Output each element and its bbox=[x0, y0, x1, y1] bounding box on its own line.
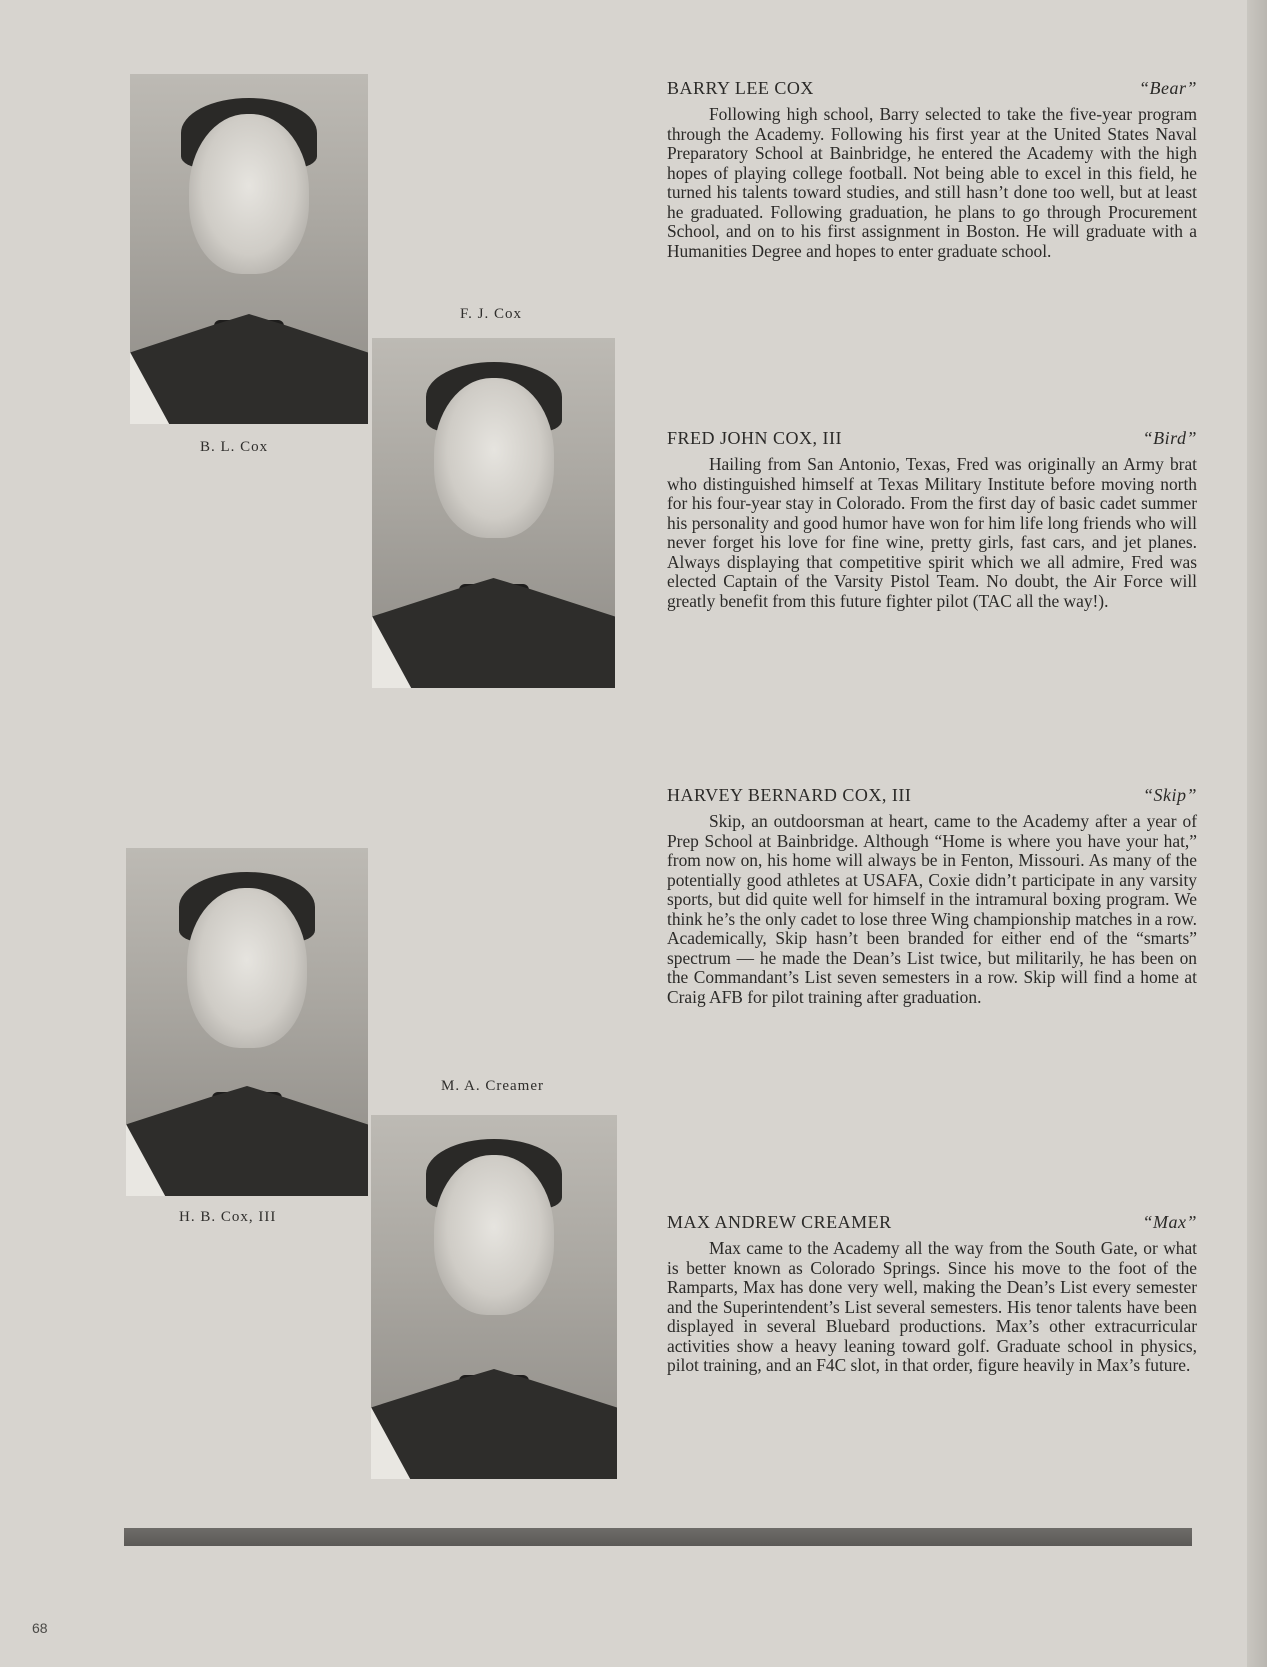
bio-text: Hailing from San Antonio, Texas, Fred was originally an Army brat who distinguished himself at Texas Military Institute before moving north for his four-year stay in Colorado. From the first day of basic cadet summer his personality and good humor have won for him life long friends who will never forget his love for fine wine, pretty girls, fast cars, and jet planes. Always displaying that competitive spirit which we all admire, Fred was elected Captain of the Varsity Pistol Team. No doubt, the Air Force will greatly benefit from this future fighter pilot (TAC all the way!). bbox=[667, 454, 1197, 611]
portrait-photo-h-b-cox bbox=[126, 848, 368, 1196]
bio-name: MAX ANDREW CREAMER bbox=[667, 1212, 892, 1232]
bio-name: HARVEY BERNARD COX, III bbox=[667, 785, 912, 805]
photo-caption: B. L. Cox bbox=[200, 439, 269, 455]
footer-rule bbox=[124, 1528, 1192, 1546]
bio-entry bbox=[667, 785, 1197, 1007]
page-edge bbox=[1247, 0, 1267, 1667]
bio-nickname: “Max” bbox=[1142, 1212, 1197, 1232]
bio-name: BARRY LEE COX bbox=[667, 78, 814, 98]
bio-entry bbox=[667, 1212, 1197, 1376]
bio-name: FRED JOHN COX, III bbox=[667, 428, 842, 448]
bio-text: Skip, an outdoorsman at heart, came to the Academy after a year of Prep School at Bainbridge. Although “Home is where you have your hat,” from now on, his home will always be in Fenton, Missouri. As many of the potentially good athletes at USAFA, Coxie didn’t participate in any varsity sports, but did quite well for himself in the intramural boxing program. We think he’s the only cadet to lose three Wing championship matches in a row. Academically, Skip hasn’t been branded for either end of the “smarts” spectrum — he made the Dean’s List twice, but militarily, he has been on the Commandant’s List seven semesters in a row. Skip will find a home at Craig AFB for pilot training after graduation. bbox=[667, 811, 1197, 1007]
bio-text: Max came to the Academy all the way from the South Gate, or what is better known as Colorado Springs. Since his move to the foot of the Ramparts, Max has done very well, making the Dean’s List every semester and the Superintendent’s List several semesters. His tenor talents have been displayed in several Bluebard productions. Max’s other extracurricular activities show a heavy leaning toward golf. Graduate school in physics, pilot training, and an F4C slot, in that order, figure heavily in Max’s future. bbox=[667, 1238, 1197, 1375]
portrait-photo-f-j-cox bbox=[372, 338, 615, 688]
portrait-photo-b-l-cox bbox=[130, 74, 368, 424]
portrait-photo-m-a-creamer bbox=[371, 1115, 617, 1479]
bio-entry bbox=[667, 78, 1197, 261]
bio-entry bbox=[667, 428, 1197, 611]
photo-caption: H. B. Cox, III bbox=[179, 1209, 277, 1225]
bio-text: Following high school, Barry selected to take the five-year program through the Academy. Following his first year at the United States Naval Preparatory School at Bainbridge, he entered the Academy with the high hopes of playing college football. Not being able to excel in this field, he turned his talents toward studies, and still hasn’t done too well, but at least he graduated. Following graduation, he plans to go through Procurement School, and on to his first assignment in Boston. He will graduate with a Humanities Degree and hopes to enter graduate school. bbox=[667, 104, 1197, 261]
bio-nickname: “Bird” bbox=[1142, 428, 1197, 448]
bio-nickname: “Skip” bbox=[1142, 785, 1197, 805]
bio-nickname: “Bear” bbox=[1138, 78, 1197, 98]
photo-caption: F. J. Cox bbox=[460, 306, 522, 322]
page-number: 68 bbox=[32, 1620, 48, 1636]
photo-caption: M. A. Creamer bbox=[441, 1078, 544, 1094]
